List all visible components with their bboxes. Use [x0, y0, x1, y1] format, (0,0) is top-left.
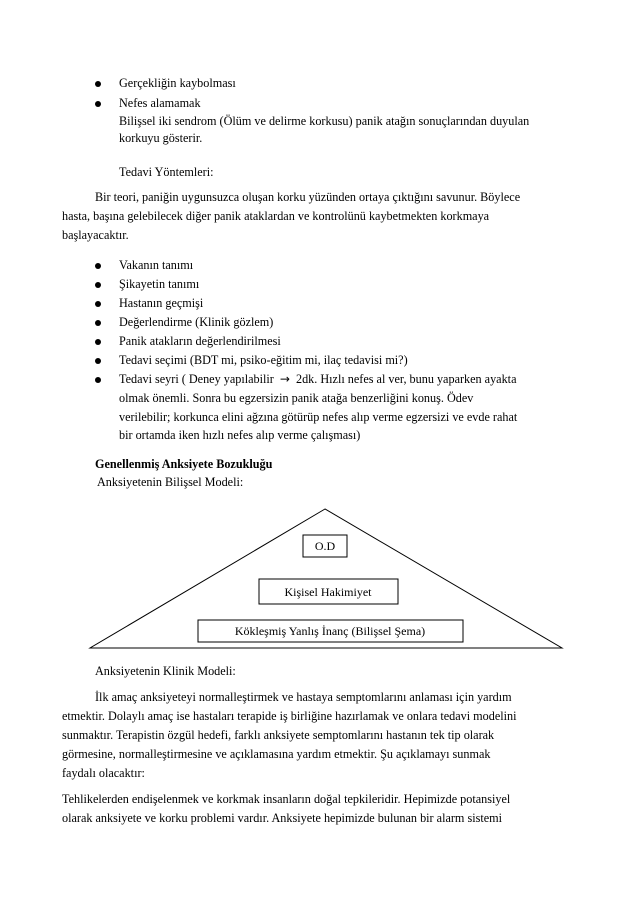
list-item: Şikayetin tanımı: [119, 277, 200, 291]
list-item: Tedavi seçimi (BDT mi, psiko-eğitim mi, ilaç tedavisi mi?): [119, 353, 408, 367]
list-item-text: Tedavi seyri ( Deney yapılabilir: [119, 372, 274, 386]
paragraph-line: hasta, başına gelebilecek diğer panik ataklardan ve kontrolünü kaybetmekten korkmaya: [62, 209, 490, 223]
paragraph-line: etmektir. Dolaylı amaç ise hastaları terapide iş birliğine hazırlamak ve onlara tedavi modelini: [62, 709, 517, 723]
right-arrow-icon: →: [279, 372, 290, 386]
paragraph-line: Tehlikelerden endişelenmek ve korkmak insanların doğal tepkileridir. Hepimizde potansiyel: [62, 792, 511, 806]
paragraph-line: olarak anksiyete ve korku problemi vardır. Anksiyete hepimizde bulunan bir alarm sistemi: [62, 811, 502, 825]
list-item: Nefes alamamak: [119, 96, 201, 110]
list-item: Değerlendirme (Klinik gözlem): [119, 315, 274, 329]
pyramid-bottom-label: Kökleşmiş Yanlış İnanç (Bilişsel Şema): [234, 624, 426, 638]
list-item-text: 2dk. Hızlı nefes al ver, bunu yaparken ayakta: [295, 372, 517, 386]
list-item: Vakanın tanımı: [119, 258, 194, 272]
list-item: Panik atakların değerlendirilmesi: [119, 334, 281, 348]
list-item-continuation: verilebilir; korkunca elini ağzına götürüp nefes alıp verme egzersizi ve evde rahat: [119, 410, 518, 424]
list-item-continuation: korkuyu gösterir.: [119, 131, 203, 145]
list-item-continuation: bir ortamda iken hızlı nefes alıp verme çalışması): [119, 428, 361, 442]
paragraph-line: sunmaktır. Terapistin özgül hedefi, farklı anksiyete semptomlarını hastanın tek tip olarak: [62, 728, 495, 742]
list-item: Gerçekliğin kaybolması: [119, 76, 236, 90]
tedavi-heading: Tedavi Yöntemleri:: [119, 165, 214, 179]
section-title: Genellenmiş Anksiyete Bozukluğu: [95, 457, 273, 471]
pyramid-top-label: O.D: [314, 539, 336, 553]
list-item-continuation: Bilişsel iki sendrom (Ölüm ve delirme korkusu) panik atağın sonuçlarından duyulan: [119, 114, 530, 128]
paragraph-line: Bir teori, paniğin uygunsuzca oluşan korku yüzünden ortaya çıktığını savunur. Böylece: [95, 190, 521, 204]
model-title: Anksiyetenin Bilişsel Modeli:: [97, 475, 244, 489]
paragraph-line: başlayacaktır.: [62, 228, 129, 242]
pyramid-middle-label: Kişisel Hakimiyet: [284, 585, 372, 599]
model-title: Anksiyetenin Klinik Modeli:: [95, 664, 236, 678]
paragraph-line: görmesine, normalleştirmesine ve açıklamasına yardım etmektir. Şu açıklamayı sunmak: [62, 747, 491, 761]
list-item-continuation: olmak önemli. Sonra bu egzersizin panik atağa benzerliğini konuş. Ödev: [119, 391, 474, 405]
paragraph-line: faydalı olacaktır:: [62, 766, 145, 780]
list-item: Hastanın geçmişi: [119, 296, 204, 310]
paragraph-line: İlk amaç anksiyeteyi normalleştirmek ve hastaya semptomlarını anlaması için yardım: [95, 690, 512, 704]
